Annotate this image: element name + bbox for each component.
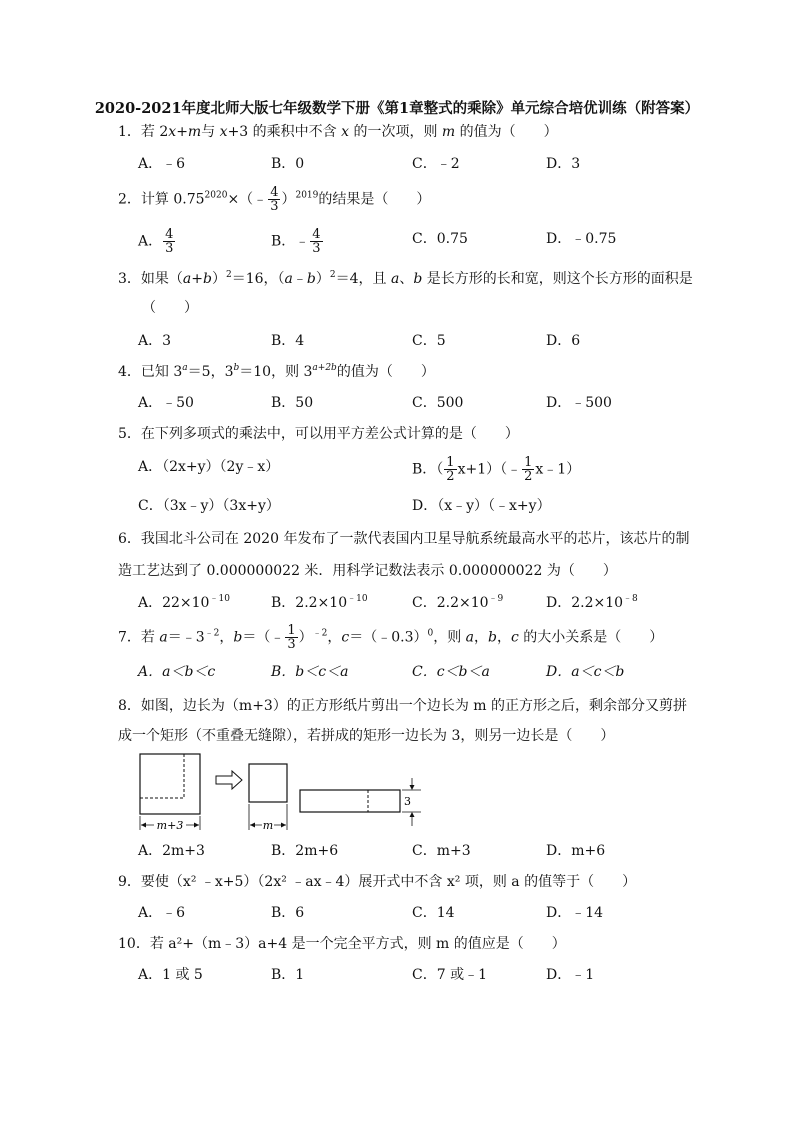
question-1-options <box>138 153 698 175</box>
question-9: 9．要使（x² ﹣x+5）（2x² ﹣ax﹣4）展开式中不含 x² 项，则 a 的值等于（ ） <box>118 874 637 890</box>
question-3-options <box>138 330 698 352</box>
option-a: A．2m+3 <box>138 843 205 859</box>
question-10-options <box>138 964 698 986</box>
option-c: C．﹣2 <box>412 156 460 172</box>
question-5-options-row2 <box>138 495 698 517</box>
question-7-options <box>138 661 698 683</box>
option-a: A．1 或 5 <box>138 967 203 983</box>
option-c: C．5 <box>412 333 446 349</box>
option-b: B．1 <box>271 967 305 983</box>
option-d: D．﹣0.75 <box>546 231 617 247</box>
label-3: 3 <box>404 795 411 808</box>
question-6-options <box>138 592 698 614</box>
option-a: A．（2x+y）（2y﹣x） <box>138 459 280 475</box>
option-b: B．$2.2\times 10^{﹣10}$ <box>271 594 368 611</box>
question-2: 2．计算 $0.75^{2020}\times(﹣$ $\frac{4}{3}$ ）$^{2019}$的结果是（ ） <box>118 185 431 214</box>
label-m-plus-3: m+3 <box>156 819 184 832</box>
question-8-figure <box>138 752 428 834</box>
cut-line <box>140 754 184 798</box>
option-d: D．3 <box>546 156 581 172</box>
question-9-options <box>138 902 698 924</box>
question-1: 1．若 2x+m与 x+3 的乘积中不含 x 的一次项，则 m 的值为（ ） <box>118 124 558 140</box>
option-d: D．m+6 <box>546 843 606 859</box>
question-3: 3．如果$(a+b)^2=16$，（a﹣b）$^2$＝4，且 a、b 是长方形的长和宽，则这个长方形的面积是 <box>118 270 693 287</box>
fraction: $\frac{4}{3}$ <box>270 185 279 214</box>
question-8-line2: 成一个矩形（不重叠无缝隙），若拼成的矩形一边长为 3，则另一边长是（ ） <box>118 728 615 744</box>
option-d: D．6 <box>546 333 581 349</box>
option-d: D．（x﹣y）（﹣x+y） <box>412 498 551 514</box>
option-c: C．c＜b＜a <box>412 664 490 680</box>
option-c: C．7 或﹣1 <box>412 967 487 983</box>
question-8-options <box>138 840 698 862</box>
option-c: C．0.75 <box>412 231 468 247</box>
option-d: D．﹣1 <box>546 967 595 983</box>
option-a: A．3 <box>138 333 172 349</box>
option-d: D．﹣500 <box>546 395 612 411</box>
question-6: 6．我国北斗公司在 2020 年发布了一款代表国内卫星导航系统最高水平的芯片，该芯片的制 <box>118 531 690 547</box>
option-b: B．﹣ $\frac{4}{3}$ <box>271 227 321 256</box>
question-4: 4．已知 $3^a=5$，$3^b=10$，则 $3^{a+2b}$的值为（ ） <box>118 363 435 380</box>
option-a: A． $\frac{4}{3}$ <box>138 227 174 256</box>
option-b: B．6 <box>271 905 305 921</box>
question-5: 5．在下列多项式的乘法中，可以用平方差公式计算的是（ ） <box>118 426 519 442</box>
option-c: C．m+3 <box>412 843 471 859</box>
question-5-options-row1 <box>138 455 698 484</box>
fraction: $\frac{1}{3}$ <box>287 623 296 652</box>
page-title: 2020-2021年度北师大版七年级数学下册《第1章整式的乘除》单元综合培优训练（附答案） <box>94 100 700 117</box>
option-a: A．﹣50 <box>138 395 194 411</box>
big-square <box>140 754 200 814</box>
option-a: A．﹣6 <box>138 905 186 921</box>
question-2-options <box>138 227 698 256</box>
question-7: 7．若 $a=﹣3^{﹣2}$，b＝（﹣ $\frac{1}{3}$ ）$^{﹣2}$，c＝（﹣0.3）$^0$，则 a，b，c 的大小关系是（ ） <box>118 623 664 652</box>
option-c: C．（3x﹣y）（3x+y） <box>138 498 280 514</box>
option-a: A．$22\times 10^{﹣10}$ <box>138 594 230 611</box>
option-b: B．b＜c＜a <box>271 664 349 680</box>
option-b: B．4 <box>271 333 305 349</box>
label-m: m <box>262 819 274 832</box>
question-10: 10．若 a²+（m﹣3）a+4 是一个完全平方式，则 m 的值应是（ ） <box>118 936 566 952</box>
question-8: 8．如图，边长为（m+3）的正方形纸片剪出一个边长为 m 的正方形之后，剩余部分又剪拼 <box>118 698 688 714</box>
option-d: D．﹣14 <box>546 905 604 921</box>
option-c: C．500 <box>412 395 464 411</box>
option-d: D．a＜c＜b <box>546 664 625 680</box>
option-b: B．0 <box>271 156 305 172</box>
question-4-options <box>138 392 698 414</box>
option-b: B．（ $\frac{1}{2}$ x+1）（﹣ $\frac{1}{2}$ x﹣1） <box>412 455 581 484</box>
option-c: C．$2.2\times 10^{﹣9}$ <box>412 594 504 611</box>
question-6-line2: 造工艺达到了 0.000000022 米．用科学记数法表示 0.000000022 为（ ） <box>118 563 617 579</box>
rectangle <box>300 790 400 812</box>
arrow-icon <box>216 771 242 789</box>
option-a: A．a＜b＜c <box>138 664 216 680</box>
option-b: B．50 <box>271 395 314 411</box>
option-a: A．﹣6 <box>138 156 186 172</box>
option-d: D．$2.2\times 10^{﹣8}$ <box>546 594 638 611</box>
small-square <box>249 764 287 802</box>
option-c: C．14 <box>412 905 455 921</box>
question-3-blank: （ ） <box>142 300 198 316</box>
option-b: B．2m+6 <box>271 843 339 859</box>
